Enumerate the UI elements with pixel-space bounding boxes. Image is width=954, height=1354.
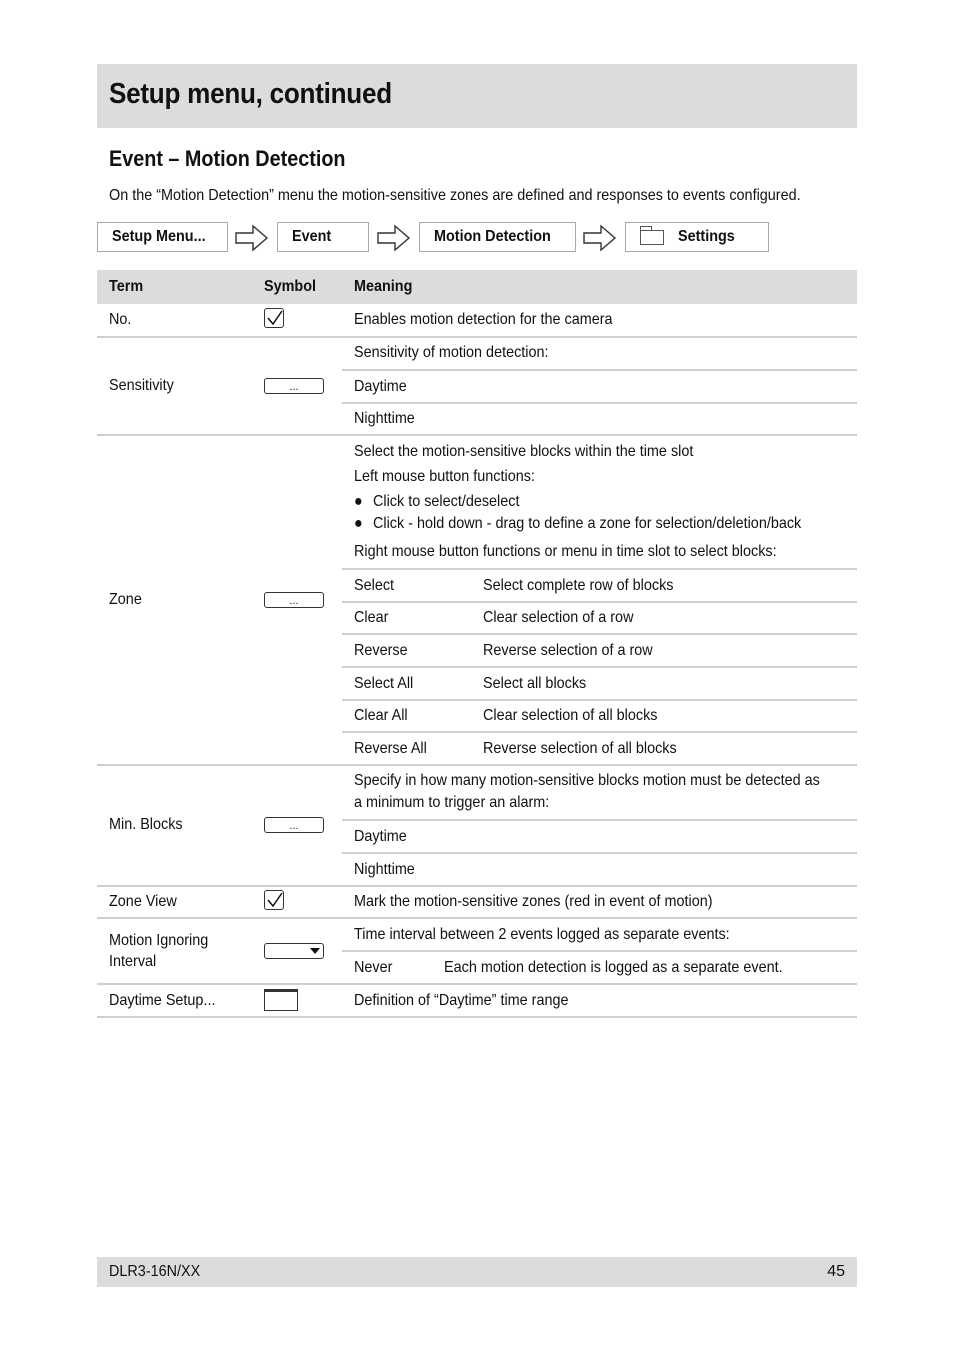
intro-text: On the “Motion Detection” menu the motion-sensitive zones are defined and responses to events configured.: [109, 187, 801, 204]
header-term: Term: [109, 278, 144, 295]
zone-option-name: Clear: [354, 609, 389, 626]
row-divider: [342, 633, 857, 635]
row-divider: [342, 950, 857, 952]
breadcrumb-label: Setup Menu...: [112, 228, 206, 245]
folder-icon: [640, 230, 664, 245]
term-min-blocks: Min. Blocks: [109, 816, 183, 833]
row-divider: [97, 1016, 857, 1018]
ellipsis-button-icon: ...: [264, 378, 324, 394]
breadcrumb-label: Settings: [678, 228, 735, 245]
term-daytime-setup: Daytime Setup...: [109, 992, 216, 1009]
header-band: [97, 64, 857, 128]
zone-option-desc: Reverse selection of a row: [483, 642, 653, 659]
table-header: [97, 270, 857, 304]
ellipsis-button-icon: ...: [264, 817, 324, 833]
zone-line1: Select the motion-sensitive blocks within the time slot: [354, 443, 694, 460]
arrow-right-icon: [377, 224, 411, 252]
zone-line2: Left mouse button functions:: [354, 468, 535, 485]
check-icon: [264, 890, 284, 910]
header-meaning: Meaning: [354, 278, 413, 295]
page-number: 45: [827, 1263, 845, 1280]
breadcrumb-settings[interactable]: [625, 222, 769, 252]
min-blocks-meaning-l2: a minimum to trigger an alarm:: [354, 794, 550, 811]
header-symbol: Symbol: [264, 278, 317, 295]
zone-bullet2: Click - hold down - drag to define a zone for selection/deletion/back: [373, 515, 802, 532]
meaning-daytime-setup: Definition of “Daytime” time range: [354, 992, 569, 1009]
meaning-zone-view: Mark the motion-sensitive zones (red in event of motion): [354, 893, 713, 910]
ignoring-option: Never: [354, 959, 393, 976]
zone-option-name: Select All: [354, 675, 414, 692]
ignoring-option-desc: Each motion detection is logged as a separate event.: [444, 959, 783, 976]
breadcrumb-label: Motion Detection: [434, 228, 551, 245]
row-divider: [342, 699, 857, 701]
zone-option-desc: Select all blocks: [483, 675, 587, 692]
bullet-icon: ●: [354, 515, 363, 532]
row-divider: [97, 764, 857, 766]
row-divider: [342, 402, 857, 404]
sensitivity-daytime: Daytime: [354, 378, 407, 395]
min-blocks-nighttime: Nighttime: [354, 861, 415, 878]
zone-line3: Right mouse button functions or menu in time slot to select blocks:: [354, 543, 777, 560]
zone-option-desc: Reverse selection of all blocks: [483, 740, 677, 757]
meaning-no: Enables motion detection for the camera: [354, 311, 613, 328]
row-divider: [342, 369, 857, 371]
zone-option-name: Reverse: [354, 642, 408, 659]
breadcrumb-motion-detection[interactable]: [419, 222, 576, 252]
dropdown-icon: [264, 943, 324, 959]
footer: [97, 1257, 857, 1287]
term-no: No.: [109, 311, 132, 328]
bullet-icon: ●: [354, 493, 363, 510]
row-divider: [342, 601, 857, 603]
zone-option-name: Reverse All: [354, 740, 427, 757]
meaning-sensitivity: Sensitivity of motion detection:: [354, 344, 549, 361]
breadcrumb-event[interactable]: [277, 222, 369, 252]
row-divider: [342, 731, 857, 733]
row-divider: [97, 336, 857, 338]
section-title: Event – Motion Detection: [109, 146, 346, 171]
arrow-right-icon: [235, 224, 269, 252]
footer-model: DLR3-16N/XX: [109, 1263, 201, 1280]
row-divider: [97, 983, 857, 985]
row-divider: [342, 819, 857, 821]
meaning-ignoring: Time interval between 2 events logged as separate events:: [354, 926, 730, 943]
zone-bullet1: Click to select/deselect: [373, 493, 520, 510]
zone-option-name: Clear All: [354, 707, 408, 724]
min-blocks-daytime: Daytime: [354, 828, 407, 845]
check-icon: [264, 308, 284, 328]
sensitivity-nighttime: Nighttime: [354, 410, 415, 427]
zone-option-name: Select: [354, 577, 395, 594]
term-ignoring-l1: Motion Ignoring: [109, 932, 209, 949]
zone-option-desc: Clear selection of a row: [483, 609, 634, 626]
term-zone-view: Zone View: [109, 893, 177, 910]
page-title: Setup menu, continued: [109, 78, 392, 110]
zone-option-desc: Select complete row of blocks: [483, 577, 674, 594]
row-divider: [97, 885, 857, 887]
breadcrumb-setup-menu[interactable]: [97, 222, 228, 252]
min-blocks-meaning-l1: Specify in how many motion-sensitive blocks motion must be detected as: [354, 772, 820, 789]
arrow-right-icon: [583, 224, 617, 252]
row-divider: [342, 852, 857, 854]
term-sensitivity: Sensitivity: [109, 377, 174, 394]
breadcrumb-label: Event: [292, 228, 332, 245]
term-ignoring-l2: Interval: [109, 953, 157, 970]
row-divider: [97, 434, 857, 436]
row-divider: [342, 568, 857, 570]
row-divider: [342, 666, 857, 668]
ellipsis-button-icon: ...: [264, 592, 324, 608]
button-icon: [264, 989, 298, 1011]
row-divider: [97, 917, 857, 919]
term-zone: Zone: [109, 591, 142, 608]
zone-option-desc: Clear selection of all blocks: [483, 707, 658, 724]
